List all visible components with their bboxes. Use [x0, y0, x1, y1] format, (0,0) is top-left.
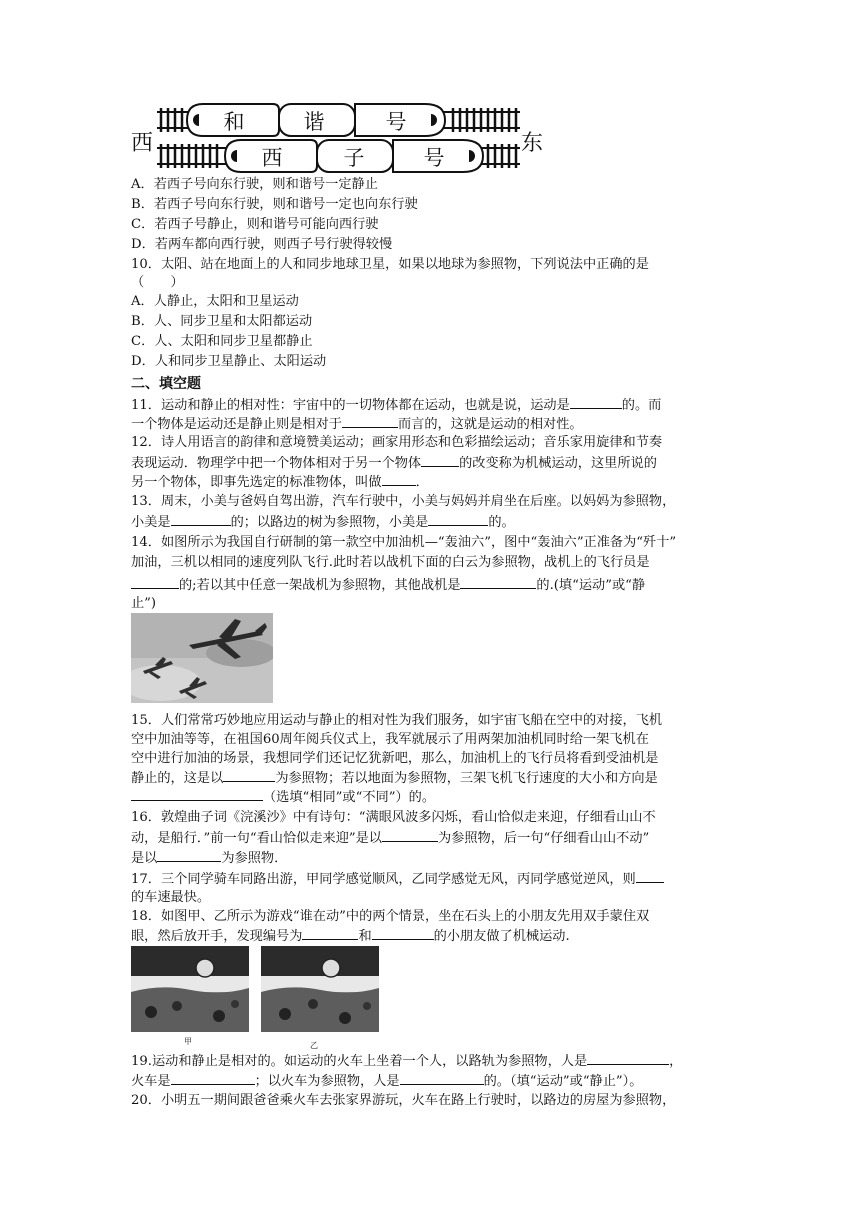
q19-blank-1[interactable] [587, 1051, 669, 1065]
q15-line-3: 空中进行加油的场景，我想同学们还记忆犹新吧，那么，加油机上的飞行员将看到受油机是 [131, 751, 659, 766]
q18-blank-2[interactable] [372, 926, 434, 940]
q17-line-1: 17．三个同学骑车同路出游，甲同学感觉顺风，乙同学感觉无风，丙同学感觉逆风，则 [131, 869, 664, 889]
q15-line-4: 静止的，这是以 为参照物；若以地面为参照物，三架飞机飞行速度的大小和方向是 [131, 768, 658, 788]
q11-line-1: 11．运动和静止的相对性：宇宙中的一切物体都在运动，也就是说，运动是 的。而 [131, 395, 661, 415]
q14-line-1: 14．如图所示为我国自行研制的第一款空中加油机—“轰油六”，图中“轰油六”正准备为“歼十” [131, 535, 677, 550]
q9-option-b: B．若西子号向东行驶，则和谐号一定也向东行驶 [131, 197, 418, 212]
bottom-train-char-3: 号 [423, 146, 445, 170]
q11-line-2: 一个物体是运动还是静止则是相对于 而言的，这就是运动的相对性。 [131, 414, 583, 434]
q11-blank-2[interactable] [342, 414, 398, 428]
q16-line-1: 16．敦煌曲子词《浣溪沙》中有诗句：“满眼风波多闪烁，看山恰似走来迎，仔细看山山不 [131, 810, 656, 825]
q14-line-4: 止”) [131, 596, 157, 611]
q12-blank-2[interactable] [382, 472, 416, 486]
q19-line-1: 19.运动和静止是相对的。如运动的火车上坐着一个人，以路轨为参照物，人是 ， [131, 1051, 682, 1071]
q13-line-1: 13．周末，小美与爸妈自驾出游，汽车行驶中，小美与妈妈并肩坐在后座。以妈妈为参照物， [131, 494, 676, 509]
q12-line-1: 12．诗人用语言的韵律和意境赞美运动；画家用形态和色彩描绘运动；音乐家用旋律和节奏 [131, 435, 663, 450]
caption-jia: 甲 [184, 1037, 192, 1046]
q15-blank-2[interactable] [131, 787, 263, 801]
q12-line-3: 另一个物体，即事先选定的标准物体，叫做 ． [131, 472, 429, 492]
q13-line-2: 小美是 的；以路边的树为参照物，小美是 的。 [131, 512, 515, 532]
q13-blank-2[interactable] [428, 512, 488, 526]
q10-stem: 10．太阳、站在地面上的人和同步地球卫星，如果以地球为参照物，下列说法中正确的是 [131, 257, 649, 272]
bottom-train-char-2: 子 [343, 146, 365, 170]
top-train-char-2: 谐 [303, 110, 325, 134]
q10-option-b: B．人、同步卫星和太阳都运动 [131, 314, 313, 329]
q19-blank-3[interactable] [400, 1071, 484, 1085]
west-label: 西 [131, 131, 154, 156]
q17-line-2: 的车速最快。 [131, 890, 211, 905]
q17-blank-1[interactable] [636, 869, 664, 883]
q10-answer-bracket: （ ） [131, 275, 184, 290]
q20-line-1: 20．小明五一期间跟爸爸乘火车去张家界游玩，火车在路上行驶时，以路边的房屋为参照物， [131, 1093, 676, 1108]
section-title: 二、填空题 [131, 376, 201, 392]
top-train-char-1: 和 [223, 110, 245, 134]
q9-option-a: A．若西子号向东行驶，则和谐号一定静止 [131, 177, 378, 192]
q18-line-2: 眼，然后放开手，发现编号为 和 的小朋友做了机械运动. [131, 926, 570, 946]
q12-blank-1[interactable] [421, 453, 459, 467]
q9-option-c: C．若西子号静止，则和谐号可能向西行驶 [131, 217, 379, 232]
q15-line-5: （选填“相同”或“不同”）的。 [131, 787, 435, 807]
q19-line-2: 火车是 ；以火车为参照物，人是 的。（填“运动”或“静止”）。 [131, 1071, 642, 1091]
q11-blank-1[interactable] [570, 395, 622, 409]
q14-line-2: 加油，三机以相同的速度列队飞行.此时若以战机下面的白云为参照物，战机上的飞行员是 [131, 555, 650, 570]
q16-blank-2[interactable] [157, 848, 221, 862]
q15-blank-1[interactable] [223, 768, 275, 782]
q9-option-d: D．若两车都向西行驶，则西子号行驶得较慢 [131, 237, 393, 252]
q13-blank-1[interactable] [171, 512, 231, 526]
q18-blank-1[interactable] [302, 926, 358, 940]
q14-blank-1[interactable] [131, 575, 179, 589]
q15-line-1: 15．人们常常巧妙地应用运动与静止的相对性为我们服务，如宇宙飞船在空中的对接，飞机 [131, 713, 663, 728]
game-scene-photo-b [261, 946, 379, 1032]
q16-line-3: 是以 为参照物． [131, 848, 287, 868]
q12-line-2: 表现运动．物理学中把一个物体相对于另一个物体 的改变称为机械运动，这里所说的 [131, 453, 657, 473]
q18-line-1: 18．如图甲、乙所示为游戏“谁在动”中的两个情景，坐在石头上的小朋友先用双手蒙住双 [131, 909, 650, 924]
caption-yi: 乙 [310, 1041, 318, 1050]
q16-blank-1[interactable] [382, 828, 438, 842]
q10-option-d: D．人和同步卫星静止、太阳运动 [131, 354, 327, 369]
q14-blank-2[interactable] [460, 575, 536, 589]
east-label: 东 [521, 131, 544, 156]
q10-option-a: A．人静止，太阳和卫星运动 [131, 294, 299, 309]
q19-blank-2[interactable] [171, 1071, 255, 1085]
q16-line-2: 动，是船行．”前一句“看山恰似走来迎”是以 为参照物，后一句“仔细看山山不动” [131, 828, 649, 848]
q14-line-3: 的;若以其中任意一架战机为参照物，其他战机是 的.(填“运动”或“静 [131, 575, 645, 595]
game-scene-photo-a [131, 946, 249, 1032]
bottom-train-char-1: 西 [261, 146, 283, 170]
q10-option-c: C．人、太阳和同步卫星都静止 [131, 334, 313, 349]
top-train-char-3: 号 [385, 110, 407, 134]
q15-line-2: 空中加油等等，在祖国60周年阅兵仪式上，我军就展示了用两架加油机同时给一架飞机在 [131, 732, 649, 747]
refueling-planes-photo [131, 613, 273, 703]
